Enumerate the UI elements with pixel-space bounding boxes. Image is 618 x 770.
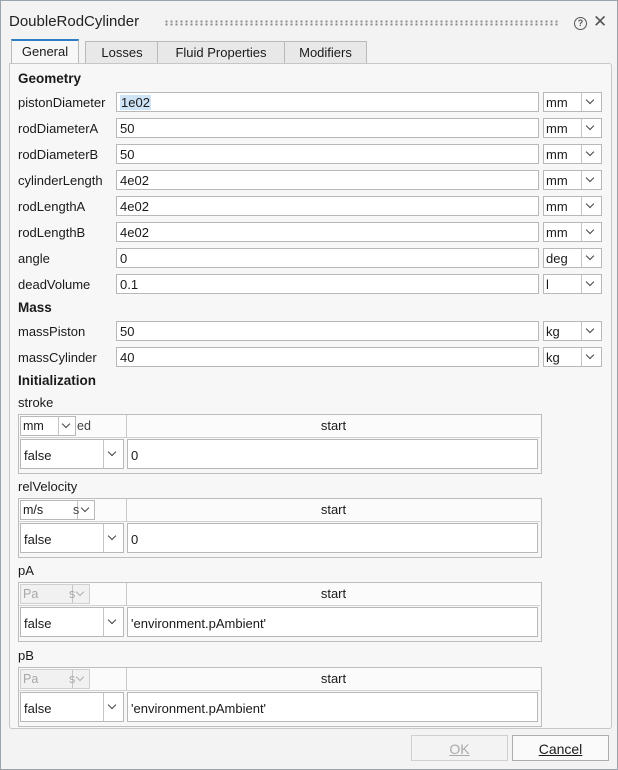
angle-input[interactable]: 0 [116, 248, 539, 268]
massCylinder-input[interactable]: 40 [116, 347, 539, 367]
tab-general[interactable]: General [11, 39, 79, 65]
param-label: massCylinder [18, 350, 97, 365]
param-label: massPiston [18, 324, 86, 339]
deadVolume-unit-select[interactable]: l [543, 274, 602, 294]
rodLengthA-input[interactable]: 4e02 [116, 196, 539, 216]
pB-unit-select: Pa [20, 669, 90, 689]
chevron-down-icon[interactable] [581, 223, 601, 241]
start-column-header: start [126, 415, 540, 438]
fixed-header-partial: s [69, 587, 76, 601]
fixed-header-partial: s [73, 503, 80, 517]
chevron-down-icon[interactable] [103, 524, 123, 552]
fixed-header-cell [19, 668, 126, 691]
chevron-down-icon[interactable] [103, 440, 123, 468]
rodDiameterA-unit-select[interactable]: mm [543, 118, 602, 138]
drag-grip[interactable] [164, 20, 559, 26]
stroke-fixed-select[interactable]: false [20, 439, 124, 469]
relVelocity-unit-select[interactable]: m/s [20, 500, 95, 520]
pistonDiameter-input[interactable]: 1e02 [116, 92, 539, 112]
relVelocity-fixed-select[interactable]: false [20, 523, 124, 553]
init-label-pB: pB [18, 648, 34, 663]
cancel-button[interactable]: Cancel [512, 735, 609, 761]
param-label: rodDiameterB [18, 147, 99, 162]
rodLengthB-unit-select[interactable]: mm [543, 222, 602, 242]
ok-button[interactable]: OK [411, 735, 508, 761]
param-label: cylinderLength [18, 173, 103, 188]
tab-losses[interactable]: Losses [85, 41, 159, 63]
pA-unit-select: Pa [20, 584, 90, 604]
fixed-header-cell [19, 583, 126, 606]
init-label-stroke: stroke [18, 395, 54, 410]
pB-start-input[interactable]: 'environment.pAmbient' [127, 692, 538, 722]
fixed-header-cell [19, 499, 126, 522]
angle-unit-select[interactable]: deg [543, 248, 602, 268]
rodDiameterB-unit-select[interactable]: mm [543, 144, 602, 164]
chevron-down-icon[interactable] [581, 119, 601, 137]
chevron-down-icon[interactable] [103, 608, 123, 636]
fixed-header-partial: s [69, 672, 76, 686]
fixed-header-cell [19, 415, 126, 438]
massPiston-input[interactable]: 50 [116, 321, 539, 341]
param-label: rodDiameterA [18, 121, 99, 136]
tab-modifiers[interactable]: Modifiers [284, 41, 367, 63]
chevron-down-icon[interactable] [581, 249, 601, 267]
massPiston-unit-select[interactable]: kg [543, 321, 602, 341]
param-label: pistonDiameter [18, 95, 106, 110]
chevron-down-icon[interactable] [103, 693, 123, 721]
cylinderLength-unit-select[interactable]: mm [543, 170, 602, 190]
pA-start-input[interactable]: 'environment.pAmbient' [127, 607, 538, 637]
stroke-start-input[interactable]: 0 [127, 439, 538, 469]
init-table-relVelocity [18, 498, 542, 558]
chevron-down-icon[interactable] [581, 322, 601, 340]
tab-fluid-properties[interactable]: Fluid Properties [157, 41, 285, 63]
title-bar[interactable] [1, 1, 617, 37]
chevron-down-icon[interactable] [581, 171, 601, 189]
help-icon[interactable]: ? [574, 17, 587, 30]
rodLengthA-unit-select[interactable]: mm [543, 196, 602, 216]
init-table-pB [18, 667, 542, 727]
init-table-pA [18, 582, 542, 642]
section-geometry: Geometry [18, 71, 82, 86]
stroke-unit-select[interactable]: mm [20, 416, 76, 436]
chevron-down-icon[interactable] [581, 145, 601, 163]
massCylinder-unit-select[interactable]: kg [543, 347, 602, 367]
param-label: deadVolume [18, 277, 91, 292]
rodLengthB-input[interactable]: 4e02 [116, 222, 539, 242]
chevron-down-icon[interactable] [77, 501, 94, 519]
start-column-header: start [126, 499, 540, 522]
param-label: rodLengthB [18, 225, 86, 240]
section-initialization: Initialization [18, 373, 97, 388]
cylinderLength-input[interactable]: 4e02 [116, 170, 539, 190]
window-title: DoubleRodCylinder [9, 13, 140, 30]
init-label-pA: pA [18, 563, 34, 578]
chevron-down-icon[interactable] [581, 275, 601, 293]
rodDiameterA-input[interactable]: 50 [116, 118, 539, 138]
chevron-down-icon[interactable] [581, 93, 601, 111]
pistonDiameter-unit-select[interactable]: mm [543, 92, 602, 112]
param-label: angle [18, 251, 50, 266]
pB-fixed-select[interactable]: false [20, 692, 124, 722]
start-column-header: start [126, 583, 540, 606]
deadVolume-input[interactable]: 0.1 [116, 274, 539, 294]
init-label-relVelocity: relVelocity [18, 479, 78, 494]
chevron-down-icon[interactable] [58, 417, 75, 435]
chevron-down-icon[interactable] [581, 197, 601, 215]
fixed-header-partial: ed [77, 419, 91, 433]
relVelocity-start-input[interactable]: 0 [127, 523, 538, 553]
chevron-down-icon[interactable] [581, 348, 601, 366]
init-table-stroke [18, 414, 542, 474]
param-label: rodLengthA [18, 199, 86, 214]
section-mass: Mass [18, 300, 52, 315]
rodDiameterB-input[interactable]: 50 [116, 144, 539, 164]
close-icon[interactable]: ✕ [593, 12, 608, 31]
pA-fixed-select[interactable]: false [20, 607, 124, 637]
start-column-header: start [126, 668, 540, 691]
